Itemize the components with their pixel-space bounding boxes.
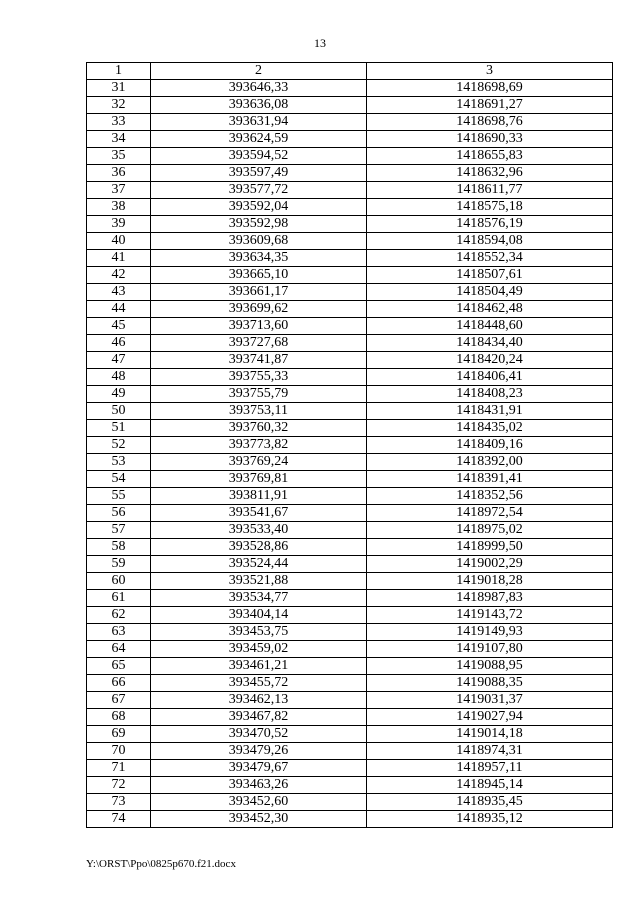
x-coordinate-cell: 393755,33 bbox=[151, 369, 367, 386]
x-coordinate-cell: 393631,94 bbox=[151, 114, 367, 131]
point-number-cell: 53 bbox=[87, 454, 151, 471]
y-coordinate-cell: 1418698,69 bbox=[367, 80, 613, 97]
point-number-cell: 38 bbox=[87, 199, 151, 216]
point-number-cell: 55 bbox=[87, 488, 151, 505]
point-number-cell: 63 bbox=[87, 624, 151, 641]
point-number-cell: 39 bbox=[87, 216, 151, 233]
point-number-cell: 44 bbox=[87, 301, 151, 318]
point-number-cell: 37 bbox=[87, 182, 151, 199]
point-number-cell: 54 bbox=[87, 471, 151, 488]
table-row bbox=[87, 216, 613, 233]
y-coordinate-cell: 1418972,54 bbox=[367, 505, 613, 522]
y-coordinate-cell: 1418434,40 bbox=[367, 335, 613, 352]
y-coordinate-cell: 1419002,29 bbox=[367, 556, 613, 573]
point-number-cell: 65 bbox=[87, 658, 151, 675]
y-coordinate-cell: 1418352,56 bbox=[367, 488, 613, 505]
x-coordinate-cell: 393646,33 bbox=[151, 80, 367, 97]
y-coordinate-cell: 1418690,33 bbox=[367, 131, 613, 148]
x-coordinate-cell: 393453,75 bbox=[151, 624, 367, 641]
y-coordinate-cell: 1418431,91 bbox=[367, 403, 613, 420]
y-coordinate-cell: 1418507,61 bbox=[367, 267, 613, 284]
point-number-cell: 69 bbox=[87, 726, 151, 743]
point-number-cell: 70 bbox=[87, 743, 151, 760]
y-coordinate-cell: 1419014,18 bbox=[367, 726, 613, 743]
point-number-cell: 71 bbox=[87, 760, 151, 777]
table-row bbox=[87, 641, 613, 658]
table-row bbox=[87, 80, 613, 97]
y-coordinate-cell: 1418408,23 bbox=[367, 386, 613, 403]
point-number-cell: 46 bbox=[87, 335, 151, 352]
x-coordinate-cell: 393760,32 bbox=[151, 420, 367, 437]
table-row bbox=[87, 403, 613, 420]
point-number-cell: 58 bbox=[87, 539, 151, 556]
x-coordinate-cell: 393452,60 bbox=[151, 794, 367, 811]
file-path-footer: Y:\ORST\Ppo\0825p670.f21.docx bbox=[86, 858, 236, 870]
point-number-cell: 67 bbox=[87, 692, 151, 709]
point-number-cell: 32 bbox=[87, 97, 151, 114]
y-coordinate-cell: 1419027,94 bbox=[367, 709, 613, 726]
point-number-cell: 68 bbox=[87, 709, 151, 726]
point-number-cell: 43 bbox=[87, 284, 151, 301]
table-row bbox=[87, 658, 613, 675]
point-number-cell: 60 bbox=[87, 573, 151, 590]
y-coordinate-cell: 1418576,19 bbox=[367, 216, 613, 233]
x-coordinate-cell: 393597,49 bbox=[151, 165, 367, 182]
y-coordinate-cell: 1418974,31 bbox=[367, 743, 613, 760]
point-number-cell: 45 bbox=[87, 318, 151, 335]
point-number-cell: 50 bbox=[87, 403, 151, 420]
x-coordinate-cell: 393755,79 bbox=[151, 386, 367, 403]
x-coordinate-cell: 393404,14 bbox=[151, 607, 367, 624]
x-coordinate-cell: 393470,52 bbox=[151, 726, 367, 743]
x-coordinate-cell: 393592,98 bbox=[151, 216, 367, 233]
x-coordinate-cell: 393534,77 bbox=[151, 590, 367, 607]
y-coordinate-cell: 1418420,24 bbox=[367, 352, 613, 369]
table-row bbox=[87, 539, 613, 556]
y-coordinate-cell: 1418935,45 bbox=[367, 794, 613, 811]
x-coordinate-cell: 393592,04 bbox=[151, 199, 367, 216]
y-coordinate-cell: 1418409,16 bbox=[367, 437, 613, 454]
point-number-cell: 33 bbox=[87, 114, 151, 131]
y-coordinate-cell: 1418945,14 bbox=[367, 777, 613, 794]
point-number-cell: 51 bbox=[87, 420, 151, 437]
table-row bbox=[87, 522, 613, 539]
point-number-cell: 66 bbox=[87, 675, 151, 692]
table-row bbox=[87, 743, 613, 760]
table-row bbox=[87, 233, 613, 250]
table-row bbox=[87, 811, 613, 828]
y-coordinate-cell: 1418957,11 bbox=[367, 760, 613, 777]
y-coordinate-cell: 1418987,83 bbox=[367, 590, 613, 607]
table-row bbox=[87, 182, 613, 199]
y-coordinate-cell: 1418691,27 bbox=[367, 97, 613, 114]
table-row bbox=[87, 454, 613, 471]
x-coordinate-cell: 393459,02 bbox=[151, 641, 367, 658]
table-row bbox=[87, 420, 613, 437]
table-row bbox=[87, 318, 613, 335]
y-coordinate-cell: 1418999,50 bbox=[367, 539, 613, 556]
table-row bbox=[87, 148, 613, 165]
x-coordinate-cell: 393609,68 bbox=[151, 233, 367, 250]
point-number-cell: 49 bbox=[87, 386, 151, 403]
x-coordinate-cell: 393699,62 bbox=[151, 301, 367, 318]
point-number-cell: 47 bbox=[87, 352, 151, 369]
x-coordinate-cell: 393773,82 bbox=[151, 437, 367, 454]
table-body bbox=[87, 80, 613, 828]
table-row bbox=[87, 301, 613, 318]
y-coordinate-cell: 1418406,41 bbox=[367, 369, 613, 386]
column-header-number: 1 bbox=[87, 63, 151, 80]
x-coordinate-cell: 393634,35 bbox=[151, 250, 367, 267]
table-row bbox=[87, 675, 613, 692]
y-coordinate-cell: 1418552,34 bbox=[367, 250, 613, 267]
point-number-cell: 56 bbox=[87, 505, 151, 522]
x-coordinate-cell: 393661,17 bbox=[151, 284, 367, 301]
table-row bbox=[87, 131, 613, 148]
x-coordinate-cell: 393521,88 bbox=[151, 573, 367, 590]
y-coordinate-cell: 1418392,00 bbox=[367, 454, 613, 471]
table-row bbox=[87, 386, 613, 403]
x-coordinate-cell: 393769,24 bbox=[151, 454, 367, 471]
table-row bbox=[87, 352, 613, 369]
x-coordinate-cell: 393479,67 bbox=[151, 760, 367, 777]
y-coordinate-cell: 1419088,95 bbox=[367, 658, 613, 675]
x-coordinate-cell: 393455,72 bbox=[151, 675, 367, 692]
table-row bbox=[87, 437, 613, 454]
table-row bbox=[87, 488, 613, 505]
y-coordinate-cell: 1418448,60 bbox=[367, 318, 613, 335]
x-coordinate-cell: 393524,44 bbox=[151, 556, 367, 573]
point-number-cell: 62 bbox=[87, 607, 151, 624]
x-coordinate-cell: 393769,81 bbox=[151, 471, 367, 488]
point-number-cell: 35 bbox=[87, 148, 151, 165]
x-coordinate-cell: 393577,72 bbox=[151, 182, 367, 199]
table-row bbox=[87, 199, 613, 216]
y-coordinate-cell: 1418655,83 bbox=[367, 148, 613, 165]
x-coordinate-cell: 393665,10 bbox=[151, 267, 367, 284]
x-coordinate-cell: 393461,21 bbox=[151, 658, 367, 675]
x-coordinate-cell: 393528,86 bbox=[151, 539, 367, 556]
x-coordinate-cell: 393741,87 bbox=[151, 352, 367, 369]
table-row bbox=[87, 284, 613, 301]
table-row bbox=[87, 114, 613, 131]
table-row bbox=[87, 692, 613, 709]
table-header-row bbox=[87, 63, 613, 80]
table-row bbox=[87, 335, 613, 352]
point-number-cell: 41 bbox=[87, 250, 151, 267]
point-number-cell: 72 bbox=[87, 777, 151, 794]
column-header-x: 2 bbox=[151, 63, 367, 80]
point-number-cell: 42 bbox=[87, 267, 151, 284]
x-coordinate-cell: 393452,30 bbox=[151, 811, 367, 828]
coordinates-table bbox=[86, 62, 613, 828]
x-coordinate-cell: 393533,40 bbox=[151, 522, 367, 539]
y-coordinate-cell: 1418594,08 bbox=[367, 233, 613, 250]
table-row bbox=[87, 165, 613, 182]
point-number-cell: 64 bbox=[87, 641, 151, 658]
table-row bbox=[87, 760, 613, 777]
point-number-cell: 52 bbox=[87, 437, 151, 454]
point-number-cell: 34 bbox=[87, 131, 151, 148]
x-coordinate-cell: 393463,26 bbox=[151, 777, 367, 794]
y-coordinate-cell: 1419031,37 bbox=[367, 692, 613, 709]
table-row bbox=[87, 624, 613, 641]
point-number-cell: 57 bbox=[87, 522, 151, 539]
y-coordinate-cell: 1419143,72 bbox=[367, 607, 613, 624]
point-number-cell: 61 bbox=[87, 590, 151, 607]
x-coordinate-cell: 393541,67 bbox=[151, 505, 367, 522]
x-coordinate-cell: 393594,52 bbox=[151, 148, 367, 165]
y-coordinate-cell: 1418391,41 bbox=[367, 471, 613, 488]
y-coordinate-cell: 1418975,02 bbox=[367, 522, 613, 539]
y-coordinate-cell: 1418698,76 bbox=[367, 114, 613, 131]
point-number-cell: 73 bbox=[87, 794, 151, 811]
x-coordinate-cell: 393467,82 bbox=[151, 709, 367, 726]
table-row bbox=[87, 777, 613, 794]
y-coordinate-cell: 1418611,77 bbox=[367, 182, 613, 199]
column-header-y: 3 bbox=[367, 63, 613, 80]
table-row bbox=[87, 267, 613, 284]
y-coordinate-cell: 1419088,35 bbox=[367, 675, 613, 692]
y-coordinate-cell: 1418935,12 bbox=[367, 811, 613, 828]
table-row bbox=[87, 726, 613, 743]
table-row bbox=[87, 556, 613, 573]
table-row bbox=[87, 607, 613, 624]
table-row bbox=[87, 573, 613, 590]
y-coordinate-cell: 1418504,49 bbox=[367, 284, 613, 301]
x-coordinate-cell: 393713,60 bbox=[151, 318, 367, 335]
table-row bbox=[87, 369, 613, 386]
y-coordinate-cell: 1418435,02 bbox=[367, 420, 613, 437]
x-coordinate-cell: 393479,26 bbox=[151, 743, 367, 760]
point-number-cell: 36 bbox=[87, 165, 151, 182]
y-coordinate-cell: 1419018,28 bbox=[367, 573, 613, 590]
point-number-cell: 48 bbox=[87, 369, 151, 386]
point-number-cell: 74 bbox=[87, 811, 151, 828]
y-coordinate-cell: 1419107,80 bbox=[367, 641, 613, 658]
table-row bbox=[87, 794, 613, 811]
x-coordinate-cell: 393624,59 bbox=[151, 131, 367, 148]
table-row bbox=[87, 97, 613, 114]
table-row bbox=[87, 250, 613, 267]
table-row bbox=[87, 471, 613, 488]
y-coordinate-cell: 1419149,93 bbox=[367, 624, 613, 641]
x-coordinate-cell: 393636,08 bbox=[151, 97, 367, 114]
y-coordinate-cell: 1418575,18 bbox=[367, 199, 613, 216]
x-coordinate-cell: 393727,68 bbox=[151, 335, 367, 352]
x-coordinate-cell: 393462,13 bbox=[151, 692, 367, 709]
y-coordinate-cell: 1418632,96 bbox=[367, 165, 613, 182]
table-row bbox=[87, 505, 613, 522]
table-row bbox=[87, 590, 613, 607]
point-number-cell: 59 bbox=[87, 556, 151, 573]
page-number: 13 bbox=[314, 36, 326, 50]
y-coordinate-cell: 1418462,48 bbox=[367, 301, 613, 318]
table-row bbox=[87, 709, 613, 726]
point-number-cell: 40 bbox=[87, 233, 151, 250]
x-coordinate-cell: 393811,91 bbox=[151, 488, 367, 505]
x-coordinate-cell: 393753,11 bbox=[151, 403, 367, 420]
point-number-cell: 31 bbox=[87, 80, 151, 97]
